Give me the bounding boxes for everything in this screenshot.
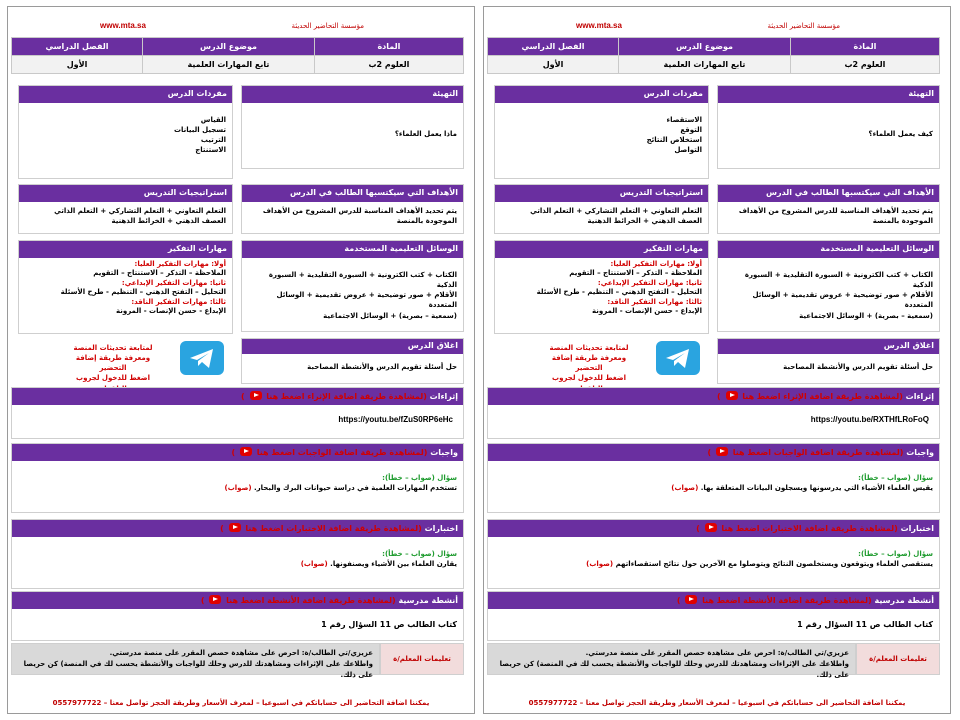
closing-text: حل أسئلة تقويم الدرس والأنشطة المصاحبة (307, 363, 457, 371)
strategies-line: التعلم التعاوني + التعلم التشاركي + التعلم الذاتي (54, 207, 226, 215)
activities-text: كتاب الطالب ص 11 السؤال رقم 1 (797, 620, 933, 629)
strategies-title: استراتيجيات التدريس (19, 185, 232, 202)
enrich-title[interactable] (488, 388, 939, 405)
teacher-instructions (487, 643, 940, 679)
youtube-icon[interactable] (240, 447, 252, 456)
site-link[interactable]: www.mta.sa (100, 21, 146, 30)
telegram-promo-line: ومعرفة طريقة إضافة التحضير (75, 354, 151, 373)
enrich-box (11, 387, 464, 439)
vocab-title: مفردات الدرس (19, 86, 232, 103)
homework-box (487, 443, 940, 513)
youtube-icon[interactable] (716, 447, 728, 456)
aids-line: الكتاب + كتب الكترونية + السبورة التقليدية + السبورة الذكية (268, 271, 457, 290)
youtube-icon[interactable] (250, 391, 262, 400)
test-question: يقارن العلماء بين الأشياء ويصنفونها. (330, 560, 457, 569)
activities-box (11, 591, 464, 641)
thinking-level-3: ثالثا: مهارات التفكير الناقد: (131, 297, 226, 306)
tests-label: اختبارات (424, 524, 458, 533)
tests-hint: (لمشاهدة طريقة اضافة الاختبارات اضغط هنا (721, 524, 898, 533)
closing-text: حل أسئلة تقويم الدرس والأنشطة المصاحبة (783, 363, 933, 371)
youtube-icon[interactable] (209, 595, 221, 604)
homework-hint-close: ) (231, 448, 236, 457)
footer-contact: يمكننا اضافة التحاضير الى حساباتكم في اسبوعيا – لمعرف الأسعار وطريقة الحجز تواصل معنا – 0557977722 (528, 699, 906, 707)
vocab-item: القياس (200, 116, 226, 124)
homework-label: واجبات (906, 448, 934, 457)
enrich-hint-close: ) (717, 392, 721, 401)
thinking-level-1-text: الملاحظة – التذكر – الاستنتاج – التقويم (569, 269, 702, 278)
thinking-box (18, 240, 233, 334)
vocab-box (18, 85, 233, 179)
top-row (8, 21, 474, 35)
closing-box (717, 338, 940, 384)
strategies-title: استراتيجيات التدريس (495, 185, 708, 202)
tests-hint-close: ) (696, 524, 700, 533)
enrich-link[interactable]: https://youtu.be/fZuS0RP6eHc (338, 415, 453, 424)
enrich-hint-close: ) (241, 392, 245, 401)
warmup-text: كيف يعمل العلماء؟ (868, 130, 933, 138)
org-name: مؤسسة التحاضير الحديثة (291, 22, 364, 30)
telegram-promo-line: اضغط للدخول لجروب (76, 374, 150, 383)
lesson-plan-page-left (7, 6, 475, 714)
enrich-hint: (لمشاهدة طريقة اضافة الإثراء اضغط هنا (742, 392, 903, 401)
tests-label: اختبارات (900, 524, 934, 533)
vocab-item: التواصل (674, 146, 702, 155)
header-subject-value: العلوم 2ب (790, 56, 939, 74)
header-topic-label: موضوع الدرس (143, 38, 315, 56)
warmup-title: التهيئة (718, 86, 939, 103)
goals-text: يتم تحديد الأهداف المناسبة للدرس المشروح من الأهداف الموجودة بالمنصة (262, 207, 457, 226)
homework-answer: (صواب) (224, 484, 252, 493)
tests-title[interactable] (12, 520, 463, 537)
org-name: مؤسسة التحاضير الحديثة (767, 22, 840, 30)
homework-hint: (لمشاهدة طريقة اضافة الواجبات اضغط هنا (732, 448, 904, 457)
vocab-item: الاستنتاج (195, 146, 226, 155)
header-term-label: الفصل الدراسي (12, 38, 143, 56)
warmup-box (241, 85, 464, 169)
header-topic-label: موضوع الدرس (619, 38, 791, 56)
tests-box (11, 519, 464, 589)
activities-hint: (لمشاهدة طريقة اضافة الأنشطة اضغط هنا (226, 596, 396, 605)
lesson-header-table (11, 37, 464, 74)
activities-label: أنشطة مدرسية (874, 596, 934, 605)
strategies-line: العصف الذهني + الخرائط الذهنية (111, 217, 226, 226)
homework-title[interactable] (12, 444, 463, 461)
instructions-line: واطلاعك على الإثراءات ومشاهدتك للدرس وحلك للواجبات والأنشطة يحسب لك في المنصة) كن حريصا على ذلك. (499, 659, 849, 679)
thinking-title: مهارات التفكير (495, 241, 708, 258)
aids-title: الوسائل التعليمية المستخدمة (242, 241, 463, 258)
homework-question-type: سؤال (صواب – خطأ): (382, 474, 457, 482)
homework-hint: (لمشاهدة طريقة اضافة الواجبات اضغط هنا (256, 448, 428, 457)
activities-hint: (لمشاهدة طريقة اضافة الأنشطة اضغط هنا (702, 596, 872, 605)
warmup-title: التهيئة (242, 86, 463, 103)
test-question: يستقصي العلماء ويتوقعون ويستخلصون النتائج ويتوصلوا مع الآخرين حول نتائج استقصاءاتهم (615, 560, 933, 569)
homework-answer: (صواب) (671, 484, 699, 493)
closing-title: اغلاق الدرس (718, 339, 939, 354)
goals-box (717, 184, 940, 234)
activities-hint-close: ) (200, 596, 205, 605)
header-subject-value: العلوم 2ب (314, 56, 463, 74)
test-question-type: سؤال (صواب – خطأ): (382, 550, 457, 558)
telegram-promo-line: اضغط للدخول لجروب (552, 374, 626, 383)
header-term-value: الأول (488, 56, 619, 74)
thinking-level-3: ثالثا: مهارات التفكير الناقد: (607, 297, 702, 306)
vocab-item: الاستقصاء (666, 116, 702, 124)
aids-line: (سمعية – بصرية) + الوسائل الاجتماعية (799, 311, 933, 320)
strategies-box (18, 184, 233, 234)
tests-box (487, 519, 940, 589)
homework-box (11, 443, 464, 513)
telegram-promo-line: لمتابعة تحديثات المنصة (73, 344, 153, 352)
strategies-line: التعلم التعاوني + التعلم التشاركي + التعلم الذاتي (530, 207, 702, 215)
header-term-value: الأول (12, 56, 143, 74)
header-topic-value: تابع المهارات العلمية (143, 56, 315, 74)
strategies-line: العصف الذهني + الخرائط الذهنية (587, 217, 702, 226)
thinking-level-3-text: الإبداع - حسن الإنصات - المرونة (115, 307, 226, 316)
test-answer: (صواب) (586, 560, 614, 569)
thinking-title: مهارات التفكير (19, 241, 232, 258)
enrich-title[interactable] (12, 388, 463, 405)
tests-hint: (لمشاهدة طريقة اضافة الاختبارات اضغط هنا (245, 524, 422, 533)
activities-hint-close: ) (676, 596, 681, 605)
thinking-box (494, 240, 709, 334)
lesson-header-table (487, 37, 940, 74)
homework-question: يقيس العلماء الأشياء التي يدرسونها ويسجلون البيانات المتعلقة بها. (700, 484, 933, 493)
test-question-type: سؤال (صواب – خطأ): (858, 550, 933, 558)
activities-box (487, 591, 940, 641)
thinking-level-3-text: الإبداع - حسن الإنصات - المرونة (591, 307, 702, 316)
instructions-label: تعليمات المعلم/ة (856, 643, 940, 675)
youtube-icon[interactable] (726, 391, 738, 400)
goals-box (241, 184, 464, 234)
homework-question: تستخدم المهارات العلمية في دراسة حيوانات البرك والبحار. (253, 484, 457, 493)
aids-box (241, 240, 464, 332)
enrich-hint: (لمشاهدة طريقة اضافة الإثراء اضغط هنا (266, 392, 427, 401)
top-row (484, 21, 950, 35)
teacher-instructions (11, 643, 464, 679)
aids-title: الوسائل التعليمية المستخدمة (718, 241, 939, 258)
thinking-level-2: ثانيا: مهارات التفكير الإبداعي: (597, 278, 702, 287)
thinking-level-2-text: التحليل – التفتح الذهني – التنظيم - طرح الأسئلة (60, 288, 226, 297)
aids-box (717, 240, 940, 332)
goals-title: الأهداف التي سيكتسبها الطالب في الدرس (242, 185, 463, 202)
homework-label: واجبات (430, 448, 458, 457)
vocab-item: تسجيل البيانات (173, 126, 226, 135)
tests-hint-close: ) (220, 524, 224, 533)
youtube-icon[interactable] (229, 523, 241, 532)
vocab-box (494, 85, 709, 179)
instructions-line: واطلاعك على الإثراءات ومشاهدتك للدرس وحلك للواجبات والأنشطة يحسب لك في المنصة) كن حريصا على ذلك. (23, 659, 373, 679)
site-link[interactable]: www.mta.sa (576, 21, 622, 30)
vocab-item: استخلاص النتائج (646, 136, 702, 145)
tests-title[interactable] (488, 520, 939, 537)
telegram-icon[interactable] (180, 341, 224, 375)
activities-text: كتاب الطالب ص 11 السؤال رقم 1 (321, 620, 457, 629)
youtube-icon[interactable] (705, 523, 717, 532)
enrich-box (487, 387, 940, 439)
telegram-icon[interactable] (656, 341, 700, 375)
thinking-level-1-text: الملاحظة – التذكر – الاستنتاج – التقويم (93, 269, 226, 278)
homework-title[interactable] (488, 444, 939, 461)
strategies-box (494, 184, 709, 234)
youtube-icon[interactable] (685, 595, 697, 604)
goals-text: يتم تحديد الأهداف المناسبة للدرس المشروح من الأهداف الموجودة بالمنصة (738, 207, 933, 226)
vocab-item: الترتيب (200, 136, 226, 145)
aids-line: الأقلام + صور توضيحية + عروض تقديمية + الوسائل المتعددة (276, 291, 457, 310)
thinking-level-2: ثانيا: مهارات التفكير الإبداعي: (121, 278, 226, 287)
closing-title: اغلاق الدرس (242, 339, 463, 354)
header-topic-value: تابع المهارات العلمية (619, 56, 791, 74)
homework-question-type: سؤال (صواب – خطأ): (858, 474, 933, 482)
homework-hint-close: ) (707, 448, 712, 457)
vocab-item: التوقع (680, 126, 702, 135)
enrich-label: إثراءات (429, 392, 458, 401)
thinking-level-1: أولا: مهارات التفكير العليا: (134, 260, 226, 268)
header-subject-label: المادة (790, 38, 939, 56)
telegram-promo-line: ومعرفة طريقة إضافة التحضير (551, 354, 627, 373)
instructions-label: تعليمات المعلم/ة (380, 643, 464, 675)
thinking-level-1: أولا: مهارات التفكير العليا: (610, 260, 702, 268)
footer-contact: يمكننا اضافة التحاضير الى حساباتكم في اسبوعيا – لمعرف الأسعار وطريقة الحجز تواصل معنا – 0557977722 (52, 699, 430, 707)
telegram-promo-line: لمتابعة تحديثات المنصة (549, 344, 629, 352)
warmup-text: ماذا يعمل العلماء؟ (394, 130, 457, 138)
thinking-level-2-text: التحليل – التفتح الذهني – التنظيم - طرح الأسئلة (536, 288, 702, 297)
activities-title[interactable] (12, 592, 463, 609)
goals-title: الأهداف التي سيكتسبها الطالب في الدرس (718, 185, 939, 202)
closing-box (241, 338, 464, 384)
enrich-label: إثراءات (905, 392, 934, 401)
instructions-line: عزيزي/تي الطالب/ة: احرص على مشاهدة حصص المقرر على منصة مدرستي. (109, 649, 373, 657)
header-subject-label: المادة (314, 38, 463, 56)
warmup-box (717, 85, 940, 169)
enrich-link[interactable]: https://youtu.be/RXTHfLRoFoQ (810, 415, 929, 424)
aids-line: الأقلام + صور توضيحية + عروض تقديمية + الوسائل المتعددة (752, 291, 933, 310)
test-answer: (صواب) (300, 560, 328, 569)
activities-title[interactable] (488, 592, 939, 609)
vocab-title: مفردات الدرس (495, 86, 708, 103)
aids-line: الكتاب + كتب الكترونية + السبورة التقليدية + السبورة الذكية (744, 271, 933, 290)
header-term-label: الفصل الدراسي (488, 38, 619, 56)
aids-line: (سمعية – بصرية) + الوسائل الاجتماعية (323, 311, 457, 320)
instructions-line: عزيزي/تي الطالب/ة: احرص على مشاهدة حصص المقرر على منصة مدرستي. (585, 649, 849, 657)
activities-label: أنشطة مدرسية (398, 596, 458, 605)
lesson-plan-page-right (483, 6, 951, 714)
